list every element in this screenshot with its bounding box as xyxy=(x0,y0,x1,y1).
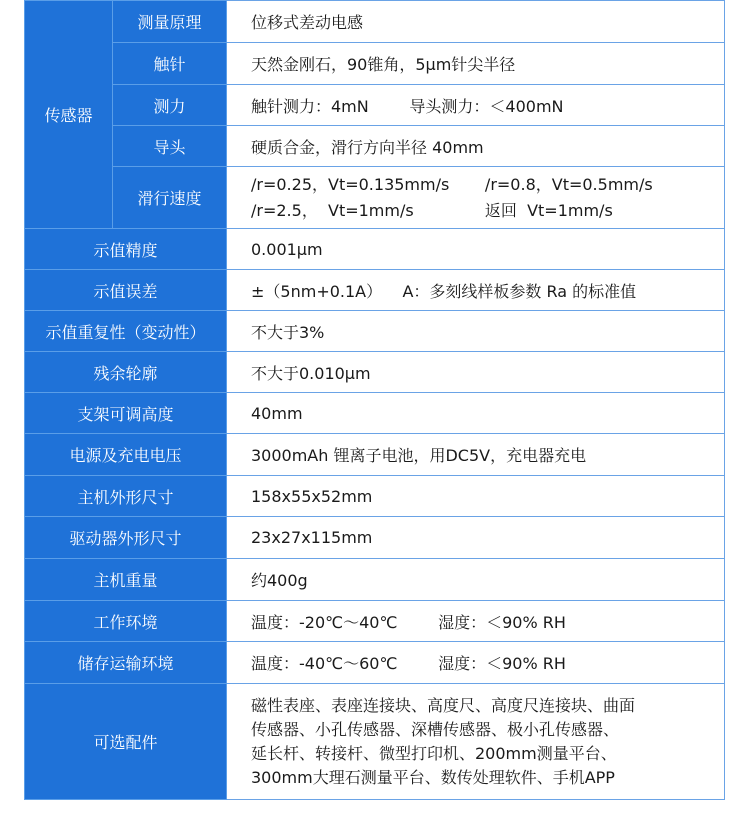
table-row xyxy=(25,684,725,800)
row-label: 触针 xyxy=(113,43,227,85)
table-row xyxy=(25,393,725,434)
row-label: 工作环境 xyxy=(25,601,227,642)
table-row xyxy=(25,601,725,642)
row-label: 驱动器外形尺寸 xyxy=(25,517,227,559)
row-label: 示值精度 xyxy=(25,229,227,270)
spec-table xyxy=(24,0,725,800)
optional-line: 延长杆、转接杆、微型打印机、200mm测量平台、 xyxy=(251,743,617,763)
optional-line: 传感器、小孔传感器、深槽传感器、极小孔传感器、 xyxy=(251,719,620,739)
optional-list xyxy=(227,684,725,800)
row-value: 约400g xyxy=(227,559,725,601)
row-label: 残余轮廓 xyxy=(25,352,227,393)
row-label: 测力 xyxy=(113,85,227,126)
speed-line-2: /r=2.5， Vt=1mm/s 返回 Vt=1mm/s xyxy=(251,200,613,220)
row-label: 储存运输环境 xyxy=(25,642,227,684)
row-value: 硬质合金，滑行方向半径 40mm xyxy=(227,126,725,167)
table-row xyxy=(25,352,725,393)
table-row xyxy=(25,167,725,229)
row-value: 3000mAh 锂离子电池，用DC5V，充电器充电 xyxy=(227,434,725,476)
speed-line-1: /r=0.25，Vt=0.135mm/s /r=0.8，Vt=0.5mm/s xyxy=(251,174,653,194)
table-row xyxy=(25,85,725,126)
row-value: 温度：-40℃～60℃ 湿度：＜90% RH xyxy=(227,642,725,684)
row-label: 主机重量 xyxy=(25,559,227,601)
row-label: 主机外形尺寸 xyxy=(25,476,227,517)
row-value: 不大于0.010μm xyxy=(227,352,725,393)
row-value: 温度：-20℃～40℃ 湿度：＜90% RH xyxy=(227,601,725,642)
table-row xyxy=(25,126,725,167)
table-row xyxy=(25,517,725,559)
row-label: 滑行速度 xyxy=(113,167,227,229)
table-row xyxy=(25,43,725,85)
row-value-multiline xyxy=(227,167,725,229)
row-label: 示值重复性（变动性） xyxy=(25,311,227,352)
row-label: 测量原理 xyxy=(113,1,227,43)
row-label: 可选配件 xyxy=(25,684,227,800)
table-row xyxy=(25,1,725,43)
row-value: 40mm xyxy=(227,393,725,434)
table-row xyxy=(25,642,725,684)
row-label: 电源及充电电压 xyxy=(25,434,227,476)
row-label: 示值误差 xyxy=(25,270,227,311)
optional-line: 300mm大理石测量平台、数传处理软件、手机APP xyxy=(251,767,615,787)
row-value: 23x27x115mm xyxy=(227,517,725,559)
table-row xyxy=(25,311,725,352)
row-value: 0.001μm xyxy=(227,229,725,270)
row-value: 触针测力：4mN 导头测力：＜400mN xyxy=(227,85,725,126)
table-row xyxy=(25,476,725,517)
row-label: 支架可调高度 xyxy=(25,393,227,434)
row-value: 位移式差动电感 xyxy=(227,1,725,43)
row-value: 天然金刚石，90锥角，5μm针尖半径 xyxy=(227,43,725,85)
table-row xyxy=(25,229,725,270)
row-value: 158x55x52mm xyxy=(227,476,725,517)
table-row xyxy=(25,434,725,476)
table-row xyxy=(25,270,725,311)
row-label: 导头 xyxy=(113,126,227,167)
spec-table-wrapper xyxy=(24,0,725,800)
row-value: ±（5nm+0.1A） A：多刻线样板参数 Ra 的标准值 xyxy=(227,270,725,311)
sensor-group-header: 传感器 xyxy=(25,1,113,229)
table-row xyxy=(25,559,725,601)
row-value: 不大于3% xyxy=(227,311,725,352)
optional-line: 磁性表座、表座连接块、高度尺、高度尺连接块、曲面 xyxy=(251,695,636,715)
